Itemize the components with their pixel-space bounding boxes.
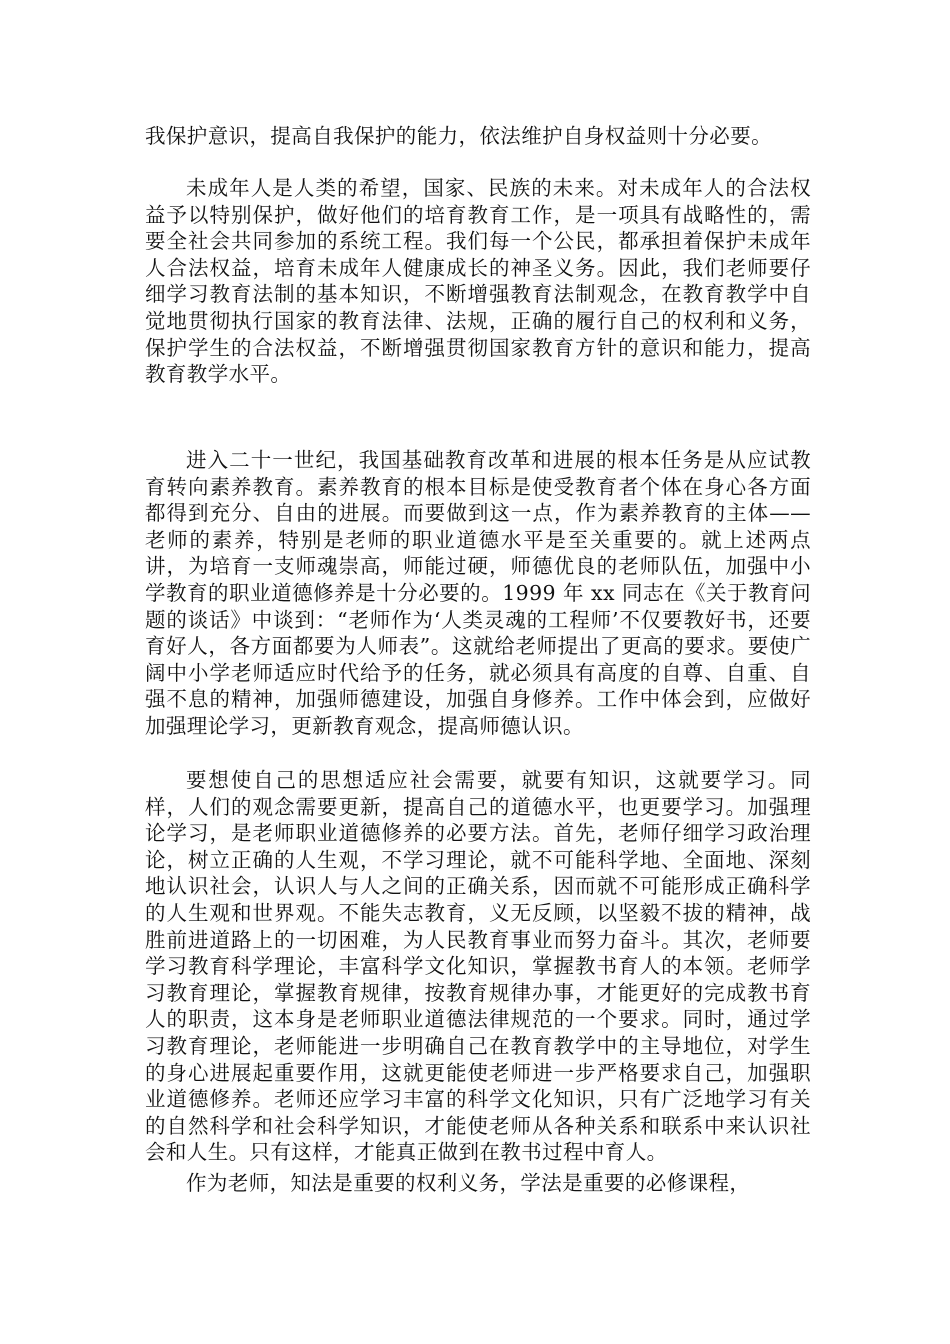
- paragraph-continuation: 我保护意识，提高自我保护的能力，依法维护自身权益则十分必要。: [145, 124, 772, 148]
- paragraph-quality-education: 进入二十一世纪，我国基础教育改革和进展的根本任务是从应试教育转向素养教育。素养教育的根本目标是使受教育者个体在身心各方面都得到充分、自由的进展。而要做到这一点，作为素养教育的主体——老师的素养，特别是老师的职业道德水平是至关重要的。就上述两点讲，为培育一支师魂崇高，师能过硬，师德优良的老师队伍，加强中小学教育的职业道德修养是十分必要的。1999 年 xx 同志在《关于教育问题的谈话》中谈到：“老师作为‘人类灵魂的工程师’不仅要教好书，还要育好人，各方面都要为人师表”。这就给老师提出了更高的要求。要使广阔中小学老师适应时代给予的任务，就必须具有高度的自尊、自重、自强不息的精神，加强师德建设，加强自身修养。工作中体会到，应做好加强理论学习，更新教育观念，提高师德认识。: [145, 448, 811, 738]
- paragraph-theory-study: 要想使自己的思想适应社会需要，就要有知识，这就要学习。同样，人们的观念需要更新，提高自己的道德水平，也更要学习。加强理论学习，是老师职业道德修养的必要方法。首先，老师仔细学习政治理论，树立正确的人生观，不学习理论，就不可能科学地、全面地、深刻地认识社会，认识人与人之间的正确关系，因而就不可能形成正确科学的人生观和世界观。不能失志教育，义无反顾，以坚毅不拔的精神，战胜前进道路上的一切困难，为人民教育事业而努力奋斗。其次，老师要学习教育科学理论，丰富科学文化知识，掌握教书育人的本领。老师学习教育理论，掌握教育规律，按教育规律办事，才能更好的完成教书育人的职责，这本身是老师职业道德法律规范的一个要求。同时，通过学习教育理论，老师能进一步明确自己在教育教学中的主导地位，对学生的身心进展起重要作用，这就更能使老师进一步严格要求自己，加强职业道德修养。老师还应学习丰富的科学文化知识，只有广泛地学习有关的自然科学和社会科学知识，才能使老师从各种关系和联系中来认识社会和人生。只有这样，才能真正做到在教书过程中育人。: [145, 768, 811, 1165]
- paragraph-law-knowledge: 作为老师，知法是重要的权利义务，学法是重要的必修课程，: [186, 1171, 751, 1195]
- paragraph-minors-protection: 未成年人是人类的希望，国家、民族的未来。对未成年人的合法权益予以特别保护，做好他们的培育教育工作，是一项具有战略性的，需要全社会共同参加的系统工程。我们每一个公民，都承担着保护未成年人合法权益，培育未成年人健康成长的神圣义务。因此，我们老师要仔细学习教育法制的基本知识，不断增强教育法制观念，在教育教学中自觉地贯彻执行国家的教育法律、法规，正确的履行自己的权利和义务，保护学生的合法权益，不断增强贯彻国家教育方针的意识和能力，提高教育教学水平。: [145, 176, 811, 387]
